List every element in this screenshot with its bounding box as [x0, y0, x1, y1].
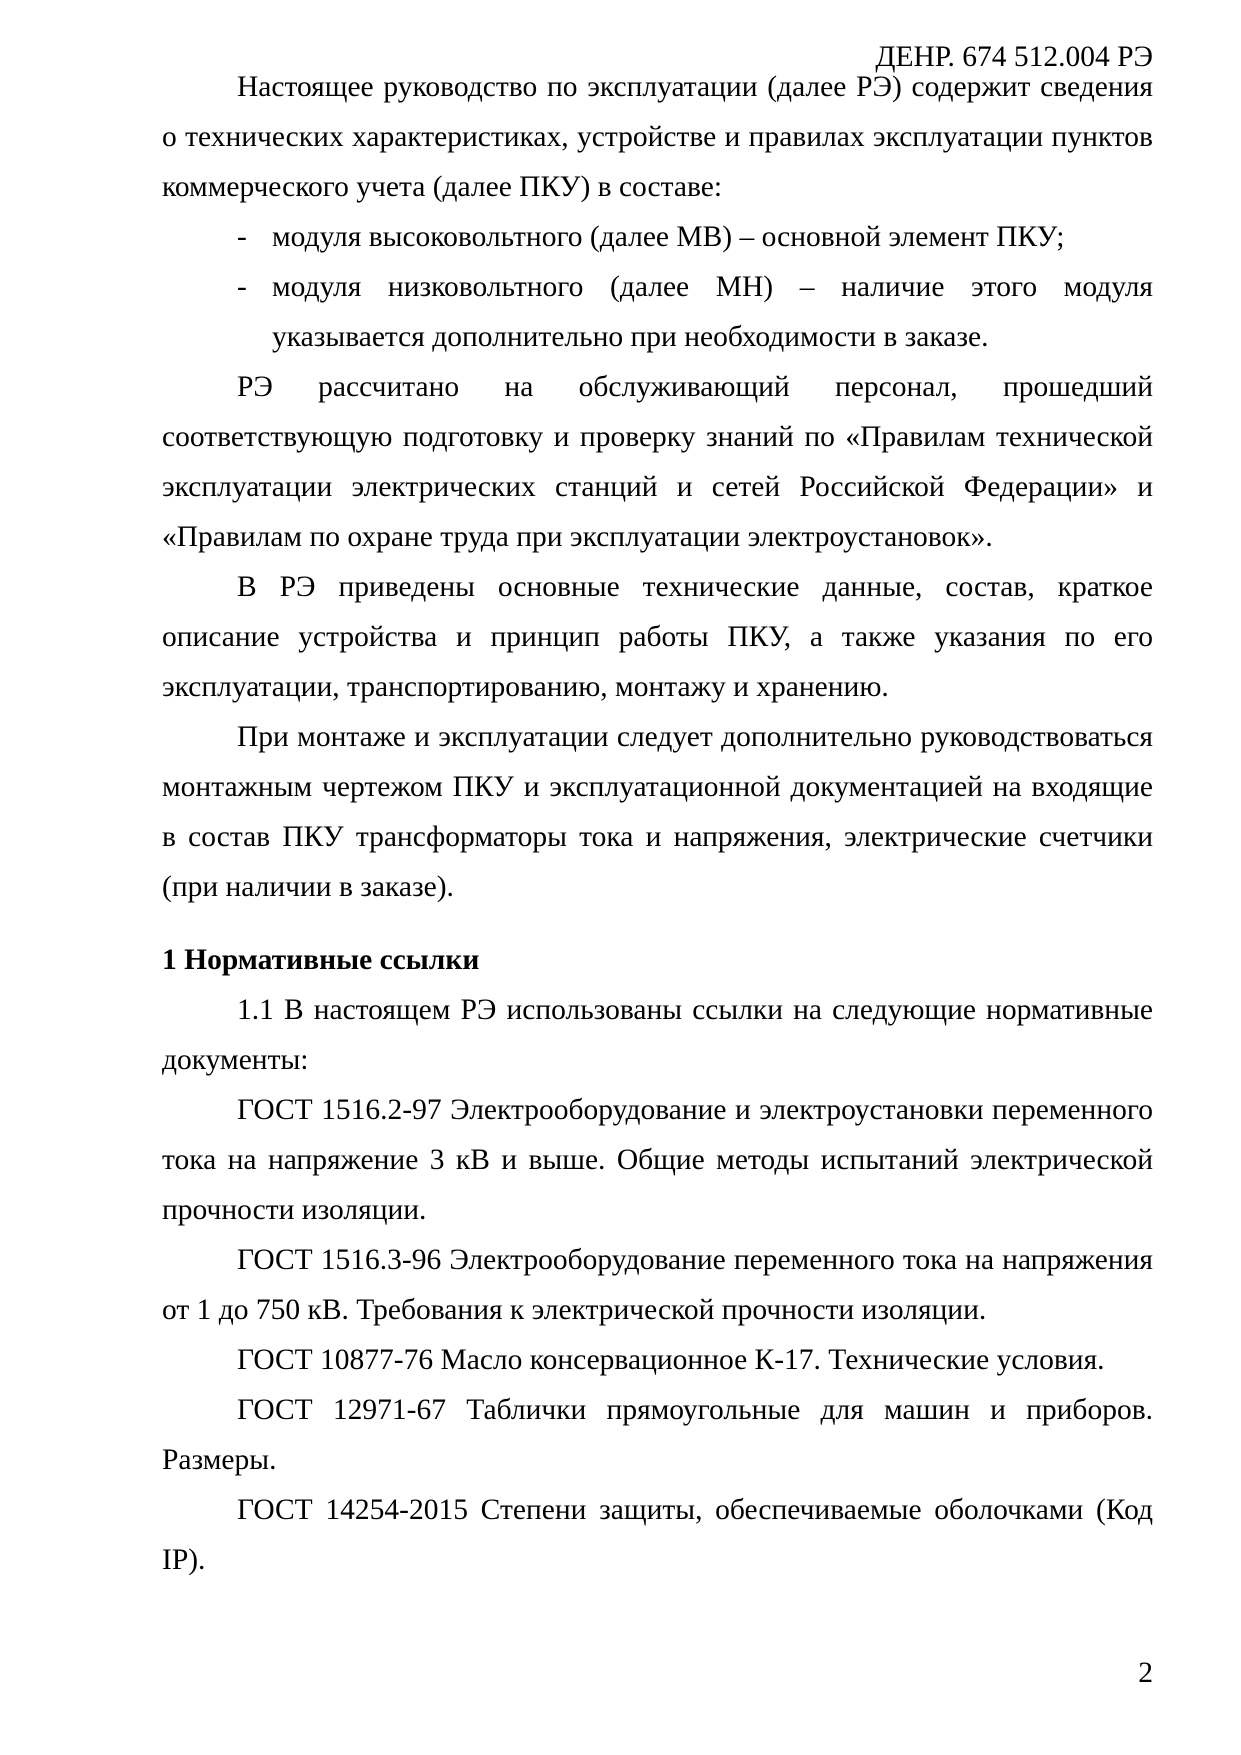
paragraph-line: ГОСТ 14254-2015 Степени защиты, обеспечиваемые оболочками (Код [237, 1494, 1153, 1526]
paragraph-line: ГОСТ 1516.2-97 Электрооборудование и электроустановки переменного [237, 1094, 1153, 1126]
list-item-line: указывается дополнительно при необходимости в заказе. [272, 321, 989, 353]
paragraph-line: от 1 до 750 кВ. Требования к электрической прочности изоляции. [162, 1294, 987, 1326]
paragraph-line: РЭ рассчитано на обслуживающий персонал, прошедший [237, 371, 1153, 403]
paragraph-line: документы: [162, 1044, 309, 1076]
paragraph-line: эксплуатации, транспортированию, монтажу и хранению. [162, 671, 889, 703]
paragraph-line: о технических характеристиках, устройстве и правилах эксплуатации пунктов [162, 121, 1153, 153]
paragraph-line: 1.1 В настоящем РЭ использованы ссылки на следующие нормативные [237, 994, 1153, 1026]
paragraph-line: В РЭ приведены основные технические данные, состав, краткое [237, 571, 1153, 603]
section-heading: 1 Нормативные ссылки [162, 944, 480, 976]
paragraph-line: ГОСТ 12971-67 Таблички прямоугольные для машин и приборов. [237, 1394, 1153, 1426]
paragraph-line: монтажным чертежом ПКУ и эксплуатационной документацией на входящие [162, 771, 1153, 803]
document-body [162, 62, 1153, 1585]
paragraph-line: описание устройства и принцип работы ПКУ, а также указания по его [162, 621, 1153, 653]
paragraph-line: ГОСТ 1516.3-96 Электрооборудование переменного тока на напряжения [237, 1244, 1153, 1276]
paragraph-line: Размеры. [162, 1444, 277, 1476]
paragraph-line: тока на напряжение 3 кВ и выше. Общие методы испытаний электрической [162, 1144, 1153, 1176]
paragraph-line: коммерческого учета (далее ПКУ) в составе: [162, 171, 723, 203]
paragraph-line: (при наличии в заказе). [162, 871, 454, 903]
paragraph-line: ГОСТ 10877-76 Масло консервационное К-17. Технические условия. [237, 1344, 1105, 1376]
list-dash-marker: - [237, 221, 247, 253]
paragraph-line: прочности изоляции. [162, 1194, 427, 1226]
paragraph-line: эксплуатации электрических станций и сетей Российской Федерации» и [162, 471, 1153, 503]
list-item-line: - модуля низковольтного (далее МН) – наличие этого модуля [162, 262, 1153, 312]
paragraph-line: Настоящее руководство по эксплуатации (далее РЭ) содержит сведения [237, 71, 1153, 103]
paragraph-line: соответствующую подготовку и проверку знаний по «Правилам технической [162, 421, 1153, 453]
paragraph-line: «Правилам по охране труда при эксплуатации электроустановок». [162, 521, 993, 553]
list-dash-marker: - [237, 271, 247, 303]
list-item-line: - модуля высоковольтного (далее МВ) – основной элемент ПКУ; [162, 212, 1153, 262]
page-number: 2 [1138, 1657, 1153, 1689]
paragraph-line: в состав ПКУ трансформаторы тока и напряжения, электрические счетчики [162, 821, 1153, 853]
paragraph-line: IP). [162, 1544, 206, 1576]
paragraph-line: При монтаже и эксплуатации следует дополнительно руководствоваться [237, 721, 1153, 753]
document-number-header: ДЕНР. 674 512.004 РЭ [875, 41, 1153, 73]
